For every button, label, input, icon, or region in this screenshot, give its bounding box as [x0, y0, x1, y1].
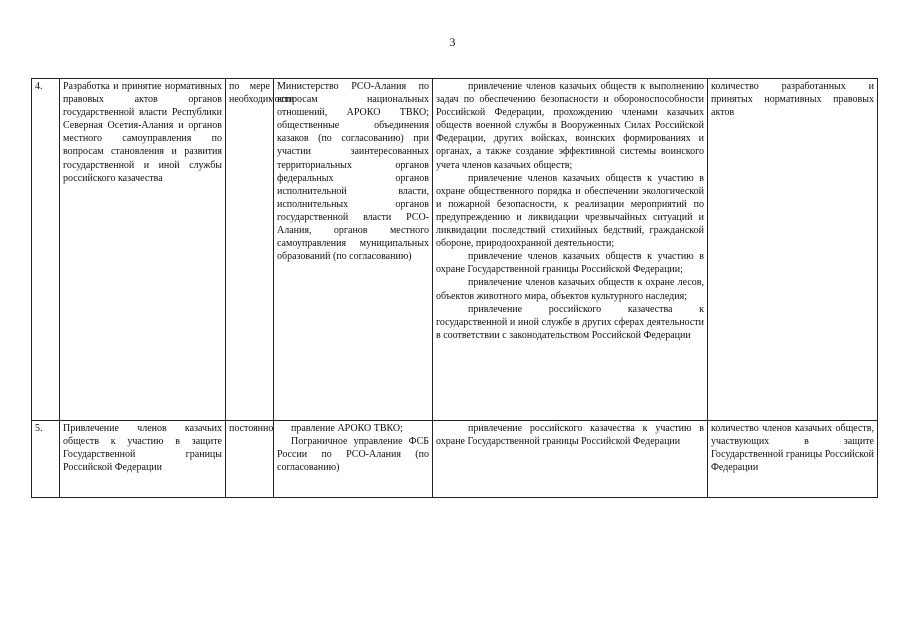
- direction-item: привлечение членов казачьих обществ к участию в охране Государственной границы Российской Федерации;: [436, 251, 704, 276]
- activities-table: [31, 78, 878, 498]
- activity-indicator: количество членов казачьих обществ, участвующих в защите Государственной границы Российской Федерации: [708, 421, 878, 498]
- row-number: 5.: [32, 421, 60, 498]
- row-number: 4.: [32, 79, 60, 421]
- activity-directions: [433, 79, 708, 421]
- activity-executors: [274, 421, 433, 498]
- activity-term: постоянно: [226, 421, 274, 498]
- page-number: 3: [449, 35, 456, 49]
- direction-item: привлечение членов казачьих обществ к охране лесов, объектов животного мира, объектов культурного наследия;: [436, 277, 704, 302]
- direction-item: привлечение российского казачества к государственной и иной службе в других сферах деятельности в соответствии с законодательством Российской Федерации: [436, 303, 704, 341]
- direction-item: привлечение российского казачества к участию в охране Государственной границы Российской Федерации: [436, 423, 704, 448]
- activity-name: Привлечение членов казачьих обществ к участию в защите Государственной границы Российской Федерации: [60, 421, 226, 498]
- activity-indicator: количество разработанных и принятых нормативных правовых актов: [708, 79, 878, 421]
- activity-name: Разработка и принятие нормативных правовых актов органов государственной власти Республики Северная Осетия-Алания и органов местного самоуправления по вопросам становления и развития государственной и иной службы российского казачества: [60, 79, 226, 421]
- table-row: [32, 79, 878, 421]
- table-row: [32, 421, 878, 498]
- direction-item: привлечение членов казачьих обществ к выполнению задач по обеспечению безопасности и обороноспособности Российской Федерации, прохождению членами казачьих обществ военной службы в Вооруженных Силах Российской Федерации, других войсках, воинских формированиях и органах, а также создание эффективной системы воинского учета членов казачьих обществ;: [436, 81, 704, 171]
- activity-term: по мере необходимости: [226, 79, 274, 421]
- executor-line: правление АРОКО ТВКО;: [291, 423, 403, 434]
- direction-item: привлечение членов казачьих обществ к участию в охране общественного порядка и обеспечении экологической и пожарной безопасности, к реализации мероприятий по предупреждению и ликвидации чрезвычайных ситуаций и ликвидации последствий стихийных бедствий, гражданской обороне, природоохранной деятельности;: [436, 172, 704, 250]
- executor-line: Пограничное управление ФСБ России по РСО-Алания (по согласованию): [277, 436, 429, 474]
- activity-executors: Министерство РСО-Алания по вопросам национальных отношений, АРОКО ТВКО; общественные объединения казаков (по согласованию) при участии заинтересованных территориальных органов федеральных органов исполнительной власти, исполнительных органов государственной власти РСО-Алания, органов местного самоуправления муниципальных образований (по согласованию): [274, 79, 433, 421]
- activity-directions: [433, 421, 708, 498]
